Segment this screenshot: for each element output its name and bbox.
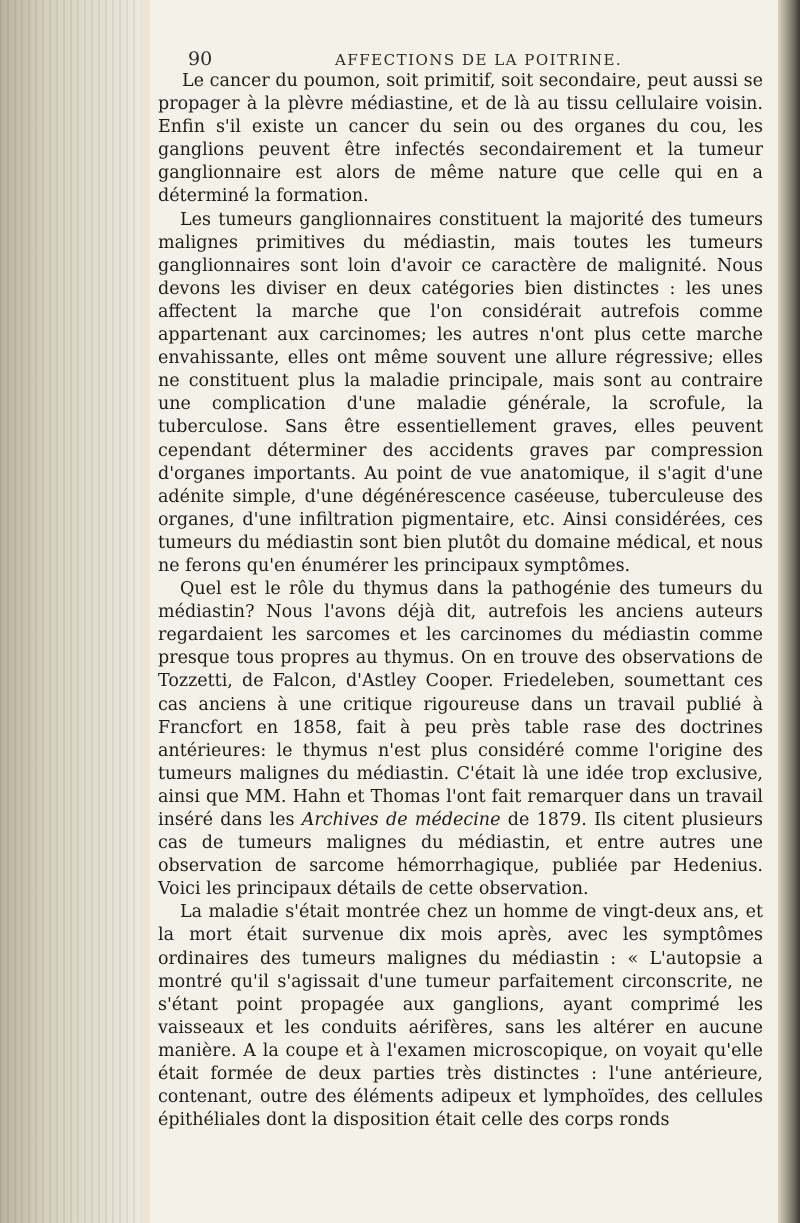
page-edge-right bbox=[778, 0, 800, 1223]
body-text bbox=[158, 70, 763, 1132]
page-number: 90 bbox=[188, 48, 213, 70]
paragraph-2: Les tumeurs ganglionnaires constituent la majorité des tumeurs malignes primitives du médiastin, mais toutes les tumeurs ganglionnaires sont loin d'avoir ce caractère de malignité. Nous devons les diviser en deux catégories bien distinctes : les unes affectent la marche que l'on considérait autrefois comme appartenant aux carcinomes; les autres n'ont plus cette marche envahissante, elles ont même souvent une allure régressive; elles ne constituent plus la maladie principale, mais sont au contraire une complication d'une maladie générale, la scrofule, la tuberculose. Sans être essentiellement graves, elles peuvent cependant déterminer des accidents graves par compression d'organes importants. Au point de vue anatomique, il s'agit d'une adénite simple, d'une dégénérescence caséeuse, tuberculeuse des organes, d'une infiltration pigmentaire, etc. Ainsi considérées, ces tumeurs du médiastin sont bien plutôt du domaine médical, et nous ne ferons qu'en énumérer les principaux symptômes. bbox=[158, 209, 763, 576]
paragraph-1: Le cancer du poumon, soit primitif, soit secondaire, peut aussi se propager à la plèvre médiastine, et de là au tissu cellulaire voisin. Enfin s'il existe un cancer du sein ou des organes du cou, les ganglions peuvent être infectés secondairement et la tumeur ganglionnaire est alors de même nature que celle qui en a déterminé la formation. bbox=[158, 71, 763, 207]
paragraph-3 bbox=[158, 578, 763, 901]
page-header bbox=[150, 48, 780, 70]
book-binding-left bbox=[0, 0, 140, 1223]
paragraph-3-text-a: Quel est le rôle du thymus dans la pathogénie des tumeurs du médiastin? Nous l'avons déjà dit, autrefois les anciens auteurs regardaient les sarcomes et les carcinomes du médiastin comme presque tous propres au thymus. On en trouve des observations de Tozzetti, de Falcon, d'Astley Cooper. Friedeleben, soumettant ces cas anciens à une critique rigoureuse dans un travail publié à Francfort en 1858, fait à peu près table rase des doctrines antérieures: le thymus n'est plus considéré comme l'origine des tumeurs malignes du médiastin. C'était là une idée trop exclusive, ainsi que MM. Hahn et Thomas l'ont fait remarquer dans un travail inséré dans les bbox=[158, 579, 763, 830]
running-title: AFFECTIONS DE LA POITRINE. bbox=[335, 51, 623, 69]
journal-title-italic: Archives de médecine bbox=[301, 810, 501, 830]
paragraph-4: La maladie s'était montrée chez un homme de vingt-deux ans, et la mort était survenue dix mois après, avec les symptômes ordinaires des tumeurs malignes du médiastin : « L'autopsie a montré qu'il s'agissait d'une tumeur parfaitement circonscrite, ne s'étant point propagée aux ganglions, ayant comprimé les vaisseaux et les conduits aérifères, sans les altérer en aucune manière. A la coupe et à l'examen microscopique, on voyait qu'elle était formée de deux parties très distinctes : l'une antérieure, contenant, outre des éléments adipeux et lymphoïdes, des cellules épithéliales dont la disposition était celle des corps ronds bbox=[158, 902, 763, 1131]
paragraph-3-text-b: de 1879. Ils citent plusieurs cas de tumeurs malignes du médiastin, et entre autres une observation de sarcome hémorrhagique, publiée par Hedenius. Voici les principaux détails de cette observation. bbox=[158, 810, 763, 900]
